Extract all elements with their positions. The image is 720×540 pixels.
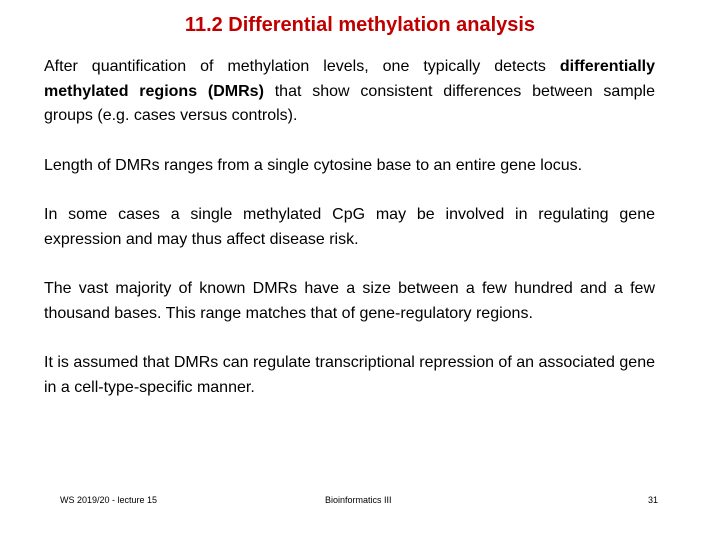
paragraph-single-cpg: In some cases a single methylated CpG may be involved in regulating gene expression and may thus affect disease risk. [44,206,655,248]
dmr-term-bold: differentially methylated regions (DMRs) [44,58,655,100]
paragraph-dmr-definition-intro: After quantification of methylation levels, one typically detects [44,58,560,75]
footer-page-number: 31 [648,495,659,505]
footer-lecture-info: WS 2019/20 - lecture 15 [60,495,158,505]
paragraph-dmr-regulation: It is assumed that DMRs can regulate transcriptional repression of an associated gene in a cell-type-specific manner. [44,354,655,396]
paragraph-dmr-length: Length of DMRs ranges from a single cytosine base to an entire gene locus. [44,156,583,174]
paragraph-dmr-definition [44,55,655,129]
paragraph-dmr-size: The vast majority of known DMRs have a size between a few hundred and a few thousand bases. This range matches that of gene-regulatory regions. [44,280,655,322]
footer-course-name: Bioinformatics III [325,495,392,505]
slide-title: 11.2 Differential methylation analysis [184,14,536,36]
slide-body [44,55,655,400]
paragraph-dmr-definition-rest: that show consistent differences between sample groups (e.g. cases versus controls). [44,82,655,124]
